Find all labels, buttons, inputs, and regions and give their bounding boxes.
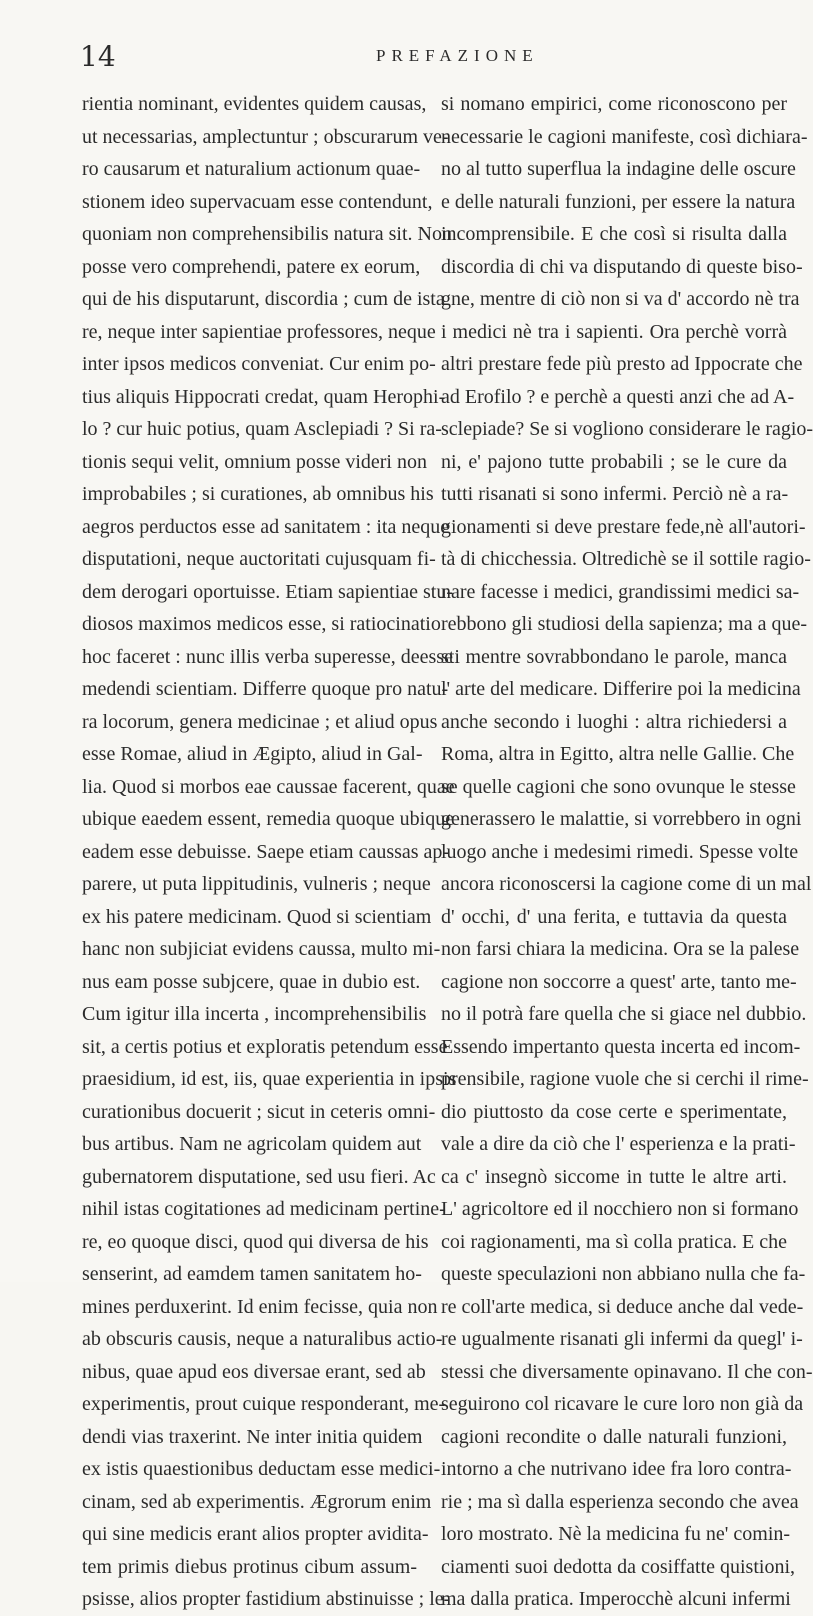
latin-text-line: esse Romae, aliud in Ægipto, aliud in Gal- <box>82 743 423 765</box>
latin-text-line: senserint, ad eamdem tamen sanitatem ho- <box>82 1263 422 1285</box>
latin-text-line: qui de his disputarunt, discordia ; cum de ista <box>82 288 445 310</box>
italian-text-line: re coll'arte medica, si deduce anche dal vede- <box>441 1295 804 1318</box>
italian-text-line: d' occhi, d' una ferita, e tuttavia da questa <box>441 905 787 928</box>
latin-text-line: re, eo quoque disci, quod qui diversa de his <box>82 1230 429 1253</box>
italian-text-line: altri prestare fede più presto ad Ippocrate che <box>441 353 803 375</box>
italian-text-line: ciamenti suoi dedotta da cosiffatte quistioni, <box>441 1555 795 1578</box>
italian-text-line: se quelle cagioni che sono ovunque le stesse <box>441 775 796 798</box>
page-number: 14 <box>80 40 116 73</box>
italian-text-line: discordia di chi va disputando di queste biso- <box>441 255 803 278</box>
latin-text-line: improbabiles ; si curationes, ab omnibus his <box>82 483 434 505</box>
italian-text-line: nare facesse i medici, grandissimi medici sa- <box>441 580 800 603</box>
italian-text-line: loro mostrato. Nè la medicina fu ne' comin- <box>441 1523 791 1545</box>
italian-text-line: non farsi chiara la medicina. Ora se la palese <box>441 938 800 960</box>
latin-text-line: qui sine medicis erant alios propter avidita- <box>82 1523 429 1545</box>
latin-text-line: Cum igitur illa incerta , incomprehensibilis <box>82 1003 427 1025</box>
italian-text-line: re ugualmente risanati gli infermi da quegl' i- <box>441 1328 803 1350</box>
latin-text-line: gubernatorem disputatione, sed usu fieri. Ac <box>82 1165 436 1188</box>
italian-text-line: ancora riconoscersi la cagione come di un mal <box>441 873 812 895</box>
page-header <box>80 40 760 80</box>
latin-text-line: sit, a certis potius et exploratis petendum esse <box>82 1035 448 1058</box>
italian-text-line: coi ragionamenti, ma sì colla pratica. E che <box>441 1230 787 1253</box>
latin-text-line: dendi vias traxerint. Ne inter initia quidem <box>82 1425 423 1448</box>
latin-text-line: cinam, sed ab experimentis. Ægrorum enim <box>82 1490 432 1513</box>
italian-text-line: rebbono gli studiosi della sapienza; ma a que- <box>441 613 808 635</box>
latin-text-line: bus artibus. Nam ne agricolam quidem aut <box>82 1133 422 1155</box>
italian-text-line: seguirono col ricavare le cure loro non già da <box>441 1393 804 1415</box>
latin-text-line: disputationi, neque auctoritati cujusquam fi- <box>82 548 436 570</box>
latin-text-line: psisse, alios propter fastidium abstinuisse ; le- <box>82 1588 451 1610</box>
latin-text-line: ex his patere medicinam. Quod si scientiam <box>82 905 432 928</box>
latin-text-line: nihil istas cogitationes ad medicinam pertine- <box>82 1198 446 1220</box>
latin-text-line: stionem ideo supervacuam esse contendunt, <box>82 190 433 213</box>
latin-text-line: hoc faceret : nunc illis verba superesse, deesse <box>82 645 453 668</box>
italian-text-line: intorno a che nutrivano idee fra loro contra- <box>441 1458 792 1480</box>
italian-text-line: no il potrà fare quella che si giace nel dubbio. <box>441 1003 807 1025</box>
latin-text-line: nus eam posse subjcere, quae in dubio est. <box>82 970 421 993</box>
latin-text-line: diosos maximos medicos esse, si ratiocinatio <box>82 613 441 635</box>
italian-text-line: cagione non soccorre a quest' arte, tanto me- <box>441 970 797 993</box>
italian-text-line: dio piuttosto da cose certe e sperimentate, <box>441 1100 787 1123</box>
latin-text-line: experimentis, prout cuique responderant, me- <box>82 1393 446 1415</box>
latin-text-line: tionis sequi velit, omnium posse videri non <box>82 450 427 473</box>
italian-text-line: cagioni recondite o dalle naturali funzioni, <box>441 1425 787 1448</box>
latin-text-line: quoniam non comprehensibilis natura sit. Non <box>82 223 452 245</box>
latin-text-line: ra locorum, genera medicinae ; et aliud opus <box>82 710 438 733</box>
latin-text-line: hanc non subjiciat evidens caussa, multo mi- <box>82 938 441 960</box>
italian-text-line: anche secondo i luoghi : altra richiedersi a <box>441 710 787 733</box>
italian-text-column <box>441 88 813 1616</box>
latin-text-line: ro causarum et naturalium actionum quae- <box>82 158 421 180</box>
italian-text-line: ni, e' pajono tutte probabili ; se le cure da <box>441 450 787 473</box>
latin-text-line: parere, ut puta lippitudinis, vulneris ; neque <box>82 873 431 895</box>
latin-text-line: inter ipsos medicos conveniat. Cur enim po- <box>82 353 436 375</box>
italian-text-line: tutti risanati si sono infermi. Perciò nè a ra- <box>441 483 789 505</box>
latin-text-line: ab obscuris causis, neque a naturalibus actio- <box>82 1328 443 1350</box>
italian-text-line: si nomano empirici, come riconoscono per <box>441 93 787 115</box>
italian-text-line: ad Erofilo ? e perchè a questi anzi che ad A- <box>441 385 795 408</box>
italian-text-line: gne, mentre di ciò non si va d' accordo nè tra <box>441 288 800 310</box>
latin-text-line: curationibus docuerit ; sicut in ceteris omni- <box>82 1100 436 1123</box>
latin-text-line: nibus, quae apud eos diversae erant, sed ab <box>82 1360 426 1383</box>
latin-text-line: mines perduxerint. Id enim fecisse, quia non <box>82 1295 438 1318</box>
latin-text-line: posse vero comprehendi, patere ex eorum, <box>82 255 421 278</box>
italian-text-line: generassero le malattie, si vorrebbero in ogni <box>441 808 802 830</box>
latin-text-line: re, neque inter sapientiae professores, neque <box>82 320 436 343</box>
latin-text-line: ubique eaedem essent, remedia quoque ubique <box>82 808 455 830</box>
latin-text-line: lia. Quod si morbos eae caussae facerent, quae <box>82 775 455 798</box>
italian-text-line: vale a dire da ciò che l' esperienza e la prati- <box>441 1133 796 1155</box>
italian-text-line: luogo anche i medesimi rimedi. Spesse volte <box>441 840 799 863</box>
italian-text-line: L' agricoltore ed il nocchiero non si formano <box>441 1198 799 1220</box>
italian-text-line: tà di chicchessia. Oltredichè se il sottile ragio- <box>441 548 811 570</box>
italian-text-line: gionamenti si deve prestare fede,nè all'autori- <box>441 515 806 538</box>
latin-text-line: ex istis quaestionibus deductam esse medici- <box>82 1458 441 1480</box>
latin-text-line: lo ? cur huic potius, quam Asclepiadi ? Si ra- <box>82 418 442 440</box>
italian-text-line: l' arte del medicare. Differire poi la medicina <box>441 678 801 700</box>
italian-text-line: ma dalla pratica. Imperocchè alcuni infermi <box>441 1588 791 1610</box>
italian-text-line: sti mentre sovrabbondano le parole, manca <box>441 645 787 668</box>
italian-text-line: e delle naturali funzioni, per essere la natura <box>441 190 796 213</box>
italian-text-line: Essendo impertanto questa incerta ed incom- <box>441 1035 801 1058</box>
latin-text-line: ut necessarias, amplectuntur ; obscurarum ve- <box>82 125 449 148</box>
italian-text-line: Roma, altra in Egitto, altra nelle Gallie. Che <box>441 743 795 765</box>
latin-text-line: rientia nominant, evidentes quidem causas, <box>82 93 427 115</box>
italian-text-line: stessi che diversamente opinavano. Il che con- <box>441 1360 813 1383</box>
italian-text-line: rie ; ma sì dalla esperienza secondo che avea <box>441 1490 799 1513</box>
latin-text-line: praesidium, id est, iis, quae experientia in ipsis <box>82 1068 457 1090</box>
italian-text-line: no al tutto superflua la indagine delle oscure <box>441 158 796 180</box>
latin-text-line: eadem esse debuisse. Saepe etiam caussas ap- <box>82 840 450 863</box>
latin-text-line: medendi scientiam. Differre quoque pro natu- <box>82 678 449 700</box>
latin-text-line: aegros perductos esse ad sanitatem : ita neque <box>82 515 450 538</box>
italian-text-line: sclepiade? Se si vogliono considerare le ragio- <box>441 418 813 440</box>
italian-text-line: prensibile, ragione vuole che si cerchi il rime- <box>441 1068 809 1090</box>
latin-text-line: tius aliquis Hippocrati credat, quam Herophi- <box>82 385 446 408</box>
latin-text-line: tem primis diebus protinus cibum assum- <box>82 1555 417 1578</box>
latin-text-column <box>82 88 457 1616</box>
italian-text-line: queste speculazioni non abbiano nulla che fa- <box>441 1263 806 1285</box>
latin-text-line: dem derogari oportuisse. Etiam sapientiae stu- <box>82 580 454 603</box>
running-title: PREFAZIONE <box>376 46 539 65</box>
italian-text-line: ca c' insegnò siccome in tutte le altre arti. <box>441 1165 787 1188</box>
italian-text-line: necessarie le cagioni manifeste, così dichiara- <box>441 125 808 148</box>
italian-text-line: incomprensibile. E che così si risulta dalla <box>441 223 787 245</box>
italian-text-line: i medici nè tra i sapienti. Ora perchè vorrà <box>441 320 787 343</box>
